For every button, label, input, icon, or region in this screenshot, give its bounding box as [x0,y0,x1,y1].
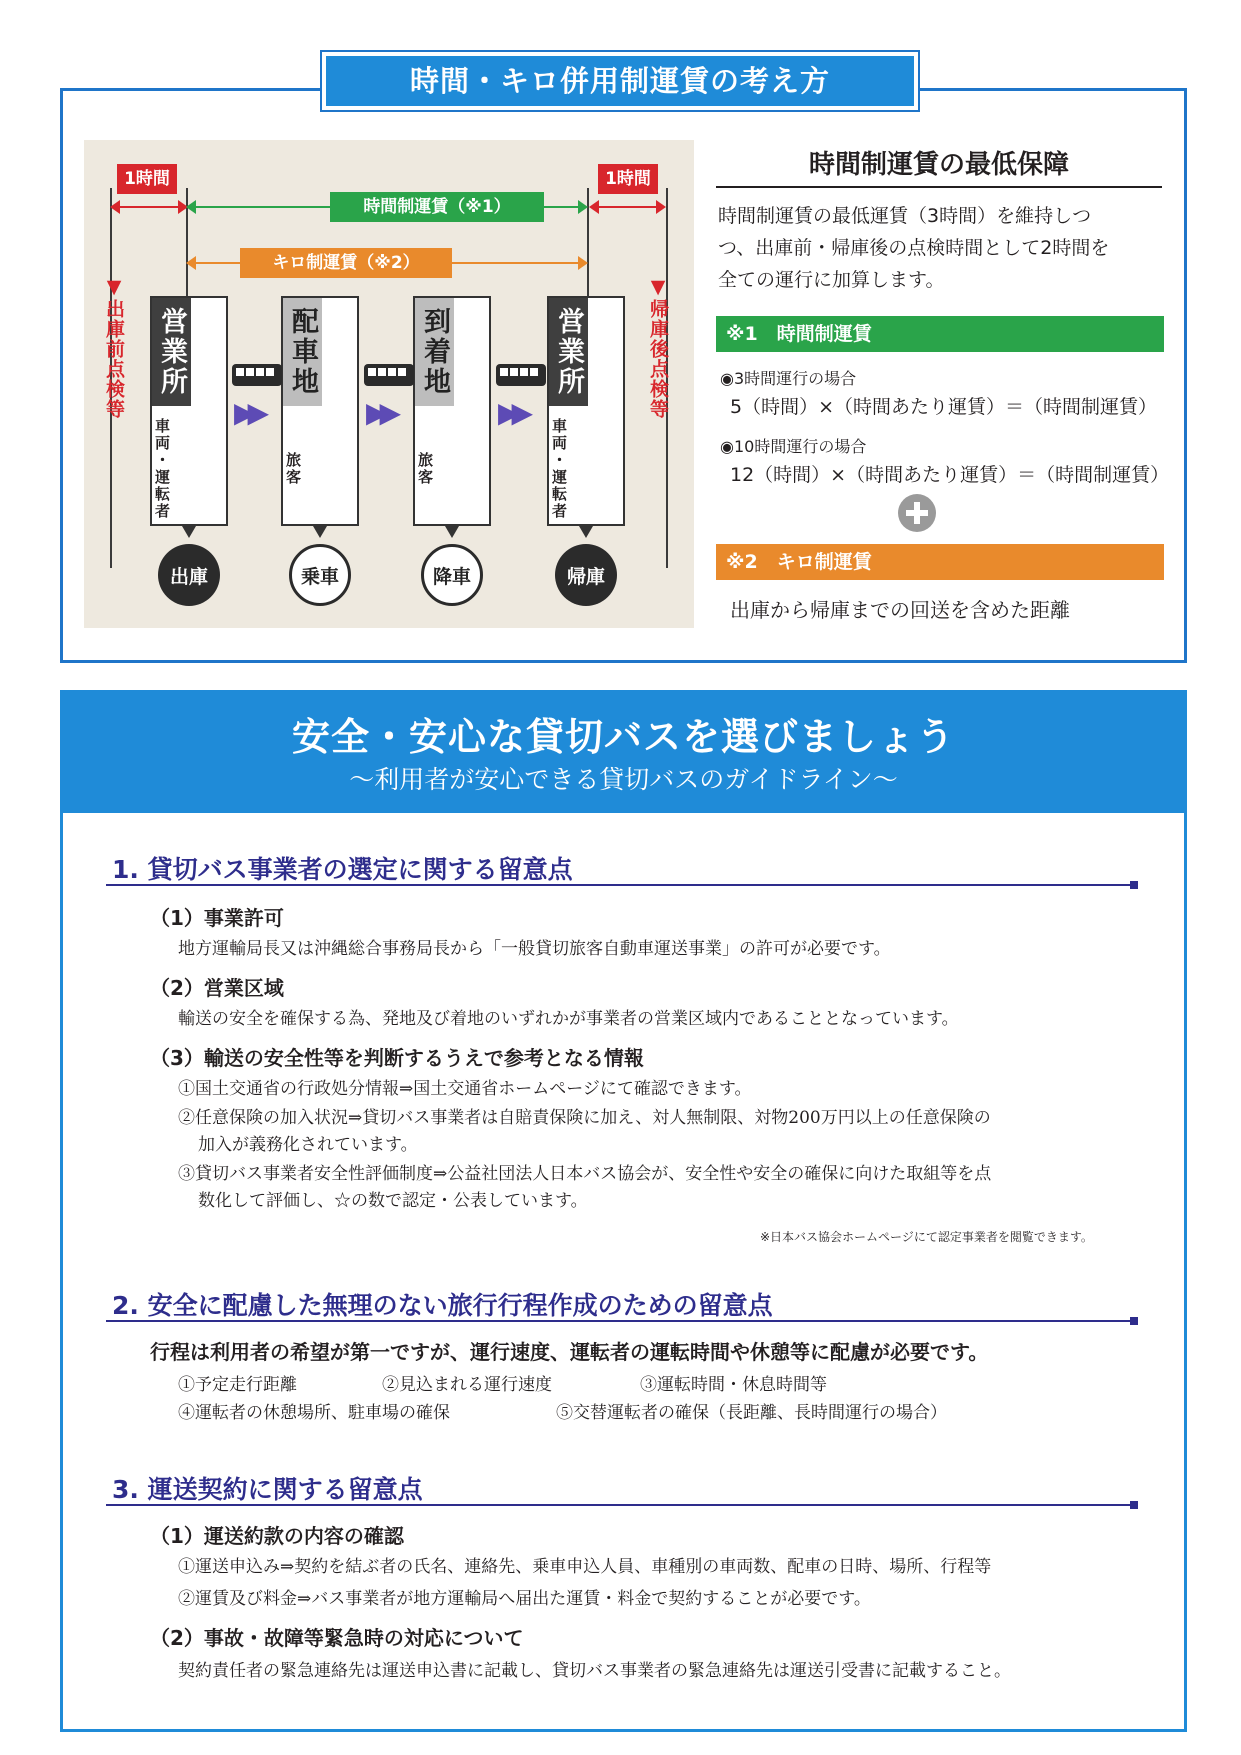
circle-return: 帰庫 [555,544,617,606]
pointer-triangle [182,526,196,538]
itinerary-item: ②見込まれる運行速度 [382,1375,552,1395]
heading-underline [106,1320,1136,1322]
pointer-triangle [579,526,593,538]
itinerary-lead: 行程は利用者の希望が第一ですが、運行速度、運転者の運転時間や休憩等に配慮が必要です。 [150,1340,989,1364]
itinerary-item: ④運転者の休憩場所、駐車場の確保 [178,1403,450,1423]
km-fare-label: キロ制運賃（※2） [240,248,452,278]
pre-inspection-label: ▼出庫前点検等 [103,276,125,419]
bus-association-note: ※日本バス協会ホームページにて認定事業者を閲覧できます。 [760,1230,1093,1244]
subheading-terms: （1）運送約款の内容の確認 [150,1524,404,1548]
one-hour-right-label: 1時間 [598,164,658,194]
safety-item-cont: 数化して評価し、☆の数で認定・公表しています。 [198,1191,588,1211]
terms-item: ②運賃及び料金⇒バス事業者が地方運輸局へ届出た運賃・料金で契約することが必要です。 [178,1589,871,1609]
column-head: 営業所 [549,298,588,406]
pointer-triangle [445,526,459,538]
terms-item: ①運送申込み⇒契約を結ぶ者の氏名、連絡先、乗車申込人員、車種別の車両数、配車の日時、場所、行程等 [178,1557,992,1577]
desc-line: 全ての運行に加算します。 [718,269,945,291]
column-dispatch [281,296,359,526]
one-hour-left-label: 1時間 [117,164,177,194]
bus-icon [364,364,414,386]
time-fare-bar: ※1 時間制運賃 [716,316,1164,352]
arrow-head [578,200,588,214]
circle-depart: 出庫 [158,544,220,606]
chevron-right-icon: ▶▶ [234,396,262,429]
one-hour-left-arrow [116,206,182,208]
safety-item: ③貸切バス事業者安全性評価制度⇒公益社団法人日本バス協会が、安全性や安全の確保に向けた取組等を点 [178,1164,992,1184]
case2-formula: 12（時間）×（時間あたり運賃）＝（時間制運賃） [730,464,1170,486]
plus-icon [898,494,936,532]
itinerary-item: ③運転時間・休息時間等 [640,1375,827,1395]
desc-line: つ、出庫前・帰庫後の点検時間として2時間を [718,237,1110,259]
one-hour-right-arrow [594,206,660,208]
column-body: 車両・運転者 [550,418,568,520]
arrow-head [186,256,196,270]
column-arrival [413,296,491,526]
chevron-right-icon: ▶▶ [366,396,394,429]
heading-contract: 3. 運送契約に関する留意点 [112,1475,423,1504]
fare-diagram [84,140,694,628]
post-inspection-label: ▼帰庫後点検等 [647,276,669,419]
heading-dot [1130,1317,1138,1325]
heading-itinerary: 2. 安全に配慮した無理のない旅行行程作成のための留意点 [112,1291,773,1320]
case1-label: ◉3時間運行の場合 [720,369,857,388]
guideline-subtitle: 〜利用者が安心できる貸切バスのガイドライン〜 [349,765,898,794]
chevron-right-icon: ▶▶ [498,396,526,429]
km-fare-desc: 出庫から帰庫までの回送を含めた距離 [730,598,1070,622]
safety-item-cont: 加入が義務化されています。 [198,1135,418,1155]
safety-item: ②任意保険の加入状況⇒貸切バス事業者は自賠責保険に加え、対人無制限、対物200万円以上の任意保険の [178,1108,991,1128]
case1-formula: 5（時間）×（時間あたり運賃）＝（時間制運賃） [730,396,1158,418]
circle-alight: 降車 [421,544,483,606]
guideline-title: 安全・安心な貸切バスを選びましょう [291,715,955,759]
desc-line: 時間制運賃の最低運賃（3時間）を維持しつ [718,205,1092,227]
circle-board: 乗車 [289,544,351,606]
itinerary-item: ⑤交替運転者の確保（長距離、長時間運行の場合） [556,1403,947,1423]
emergency-text: 契約責任者の緊急連絡先は運送申込書に記載し、貸切バス事業者の緊急連絡先は運送引受書に記載すること。 [178,1661,1011,1681]
heading-underline [106,884,1136,886]
time-fare-label: 時間制運賃（※1） [330,192,544,222]
column-head: 到着地 [415,298,454,406]
subheading-area: （2）営業区域 [150,976,284,1000]
subheading-license: （1）事業許可 [150,906,284,930]
heading-dot [1130,881,1138,889]
heading-dot [1130,1501,1138,1509]
safety-item: ①国土交通省の行政処分情報⇒国土交通省ホームページにて確認できます。 [178,1079,752,1099]
arrow-head [589,200,599,214]
arrow-head [186,200,196,214]
area-text: 輸送の安全を確保する為、発地及び着地のいずれかが事業者の営業区域内であることとなっています。 [178,1009,959,1029]
column-head: 配車地 [283,298,322,406]
min-guarantee-desc [718,200,1166,296]
subheading-safety-info: （3）輸送の安全性等を判断するうえで参考となる情報 [150,1046,644,1070]
itinerary-item: ①予定走行距離 [178,1375,297,1395]
km-fare-bar: ※2 キロ制運賃 [716,544,1164,580]
license-text: 地方運輸局長又は沖縄総合事務局長から「一般貸切旅客自動車運送事業」の許可が必要です。 [178,939,891,959]
case2-label: ◉10時間運行の場合 [720,437,867,456]
arrow-head [110,200,120,214]
arrow-head [656,200,666,214]
bus-icon [232,364,282,386]
fare-section-title: 時間・キロ併用制運賃の考え方 [322,52,918,110]
column-body: 旅客 [284,452,302,486]
column-office-depart [150,296,228,526]
column-body: 旅客 [416,452,434,486]
subheading-emergency: （2）事故・故障等緊急時の対応について [150,1626,524,1650]
column-office-return [547,296,625,526]
column-head: 営業所 [152,298,191,406]
min-guarantee-title: 時間制運賃の最低保障 [716,142,1162,188]
heading-operator-selection: 1. 貸切バス事業者の選定に関する留意点 [112,855,573,884]
heading-underline [106,1504,1136,1506]
column-body: 車両・運転者 [153,418,171,520]
arrow-head [578,256,588,270]
bus-icon [496,364,546,386]
pointer-triangle [313,526,327,538]
